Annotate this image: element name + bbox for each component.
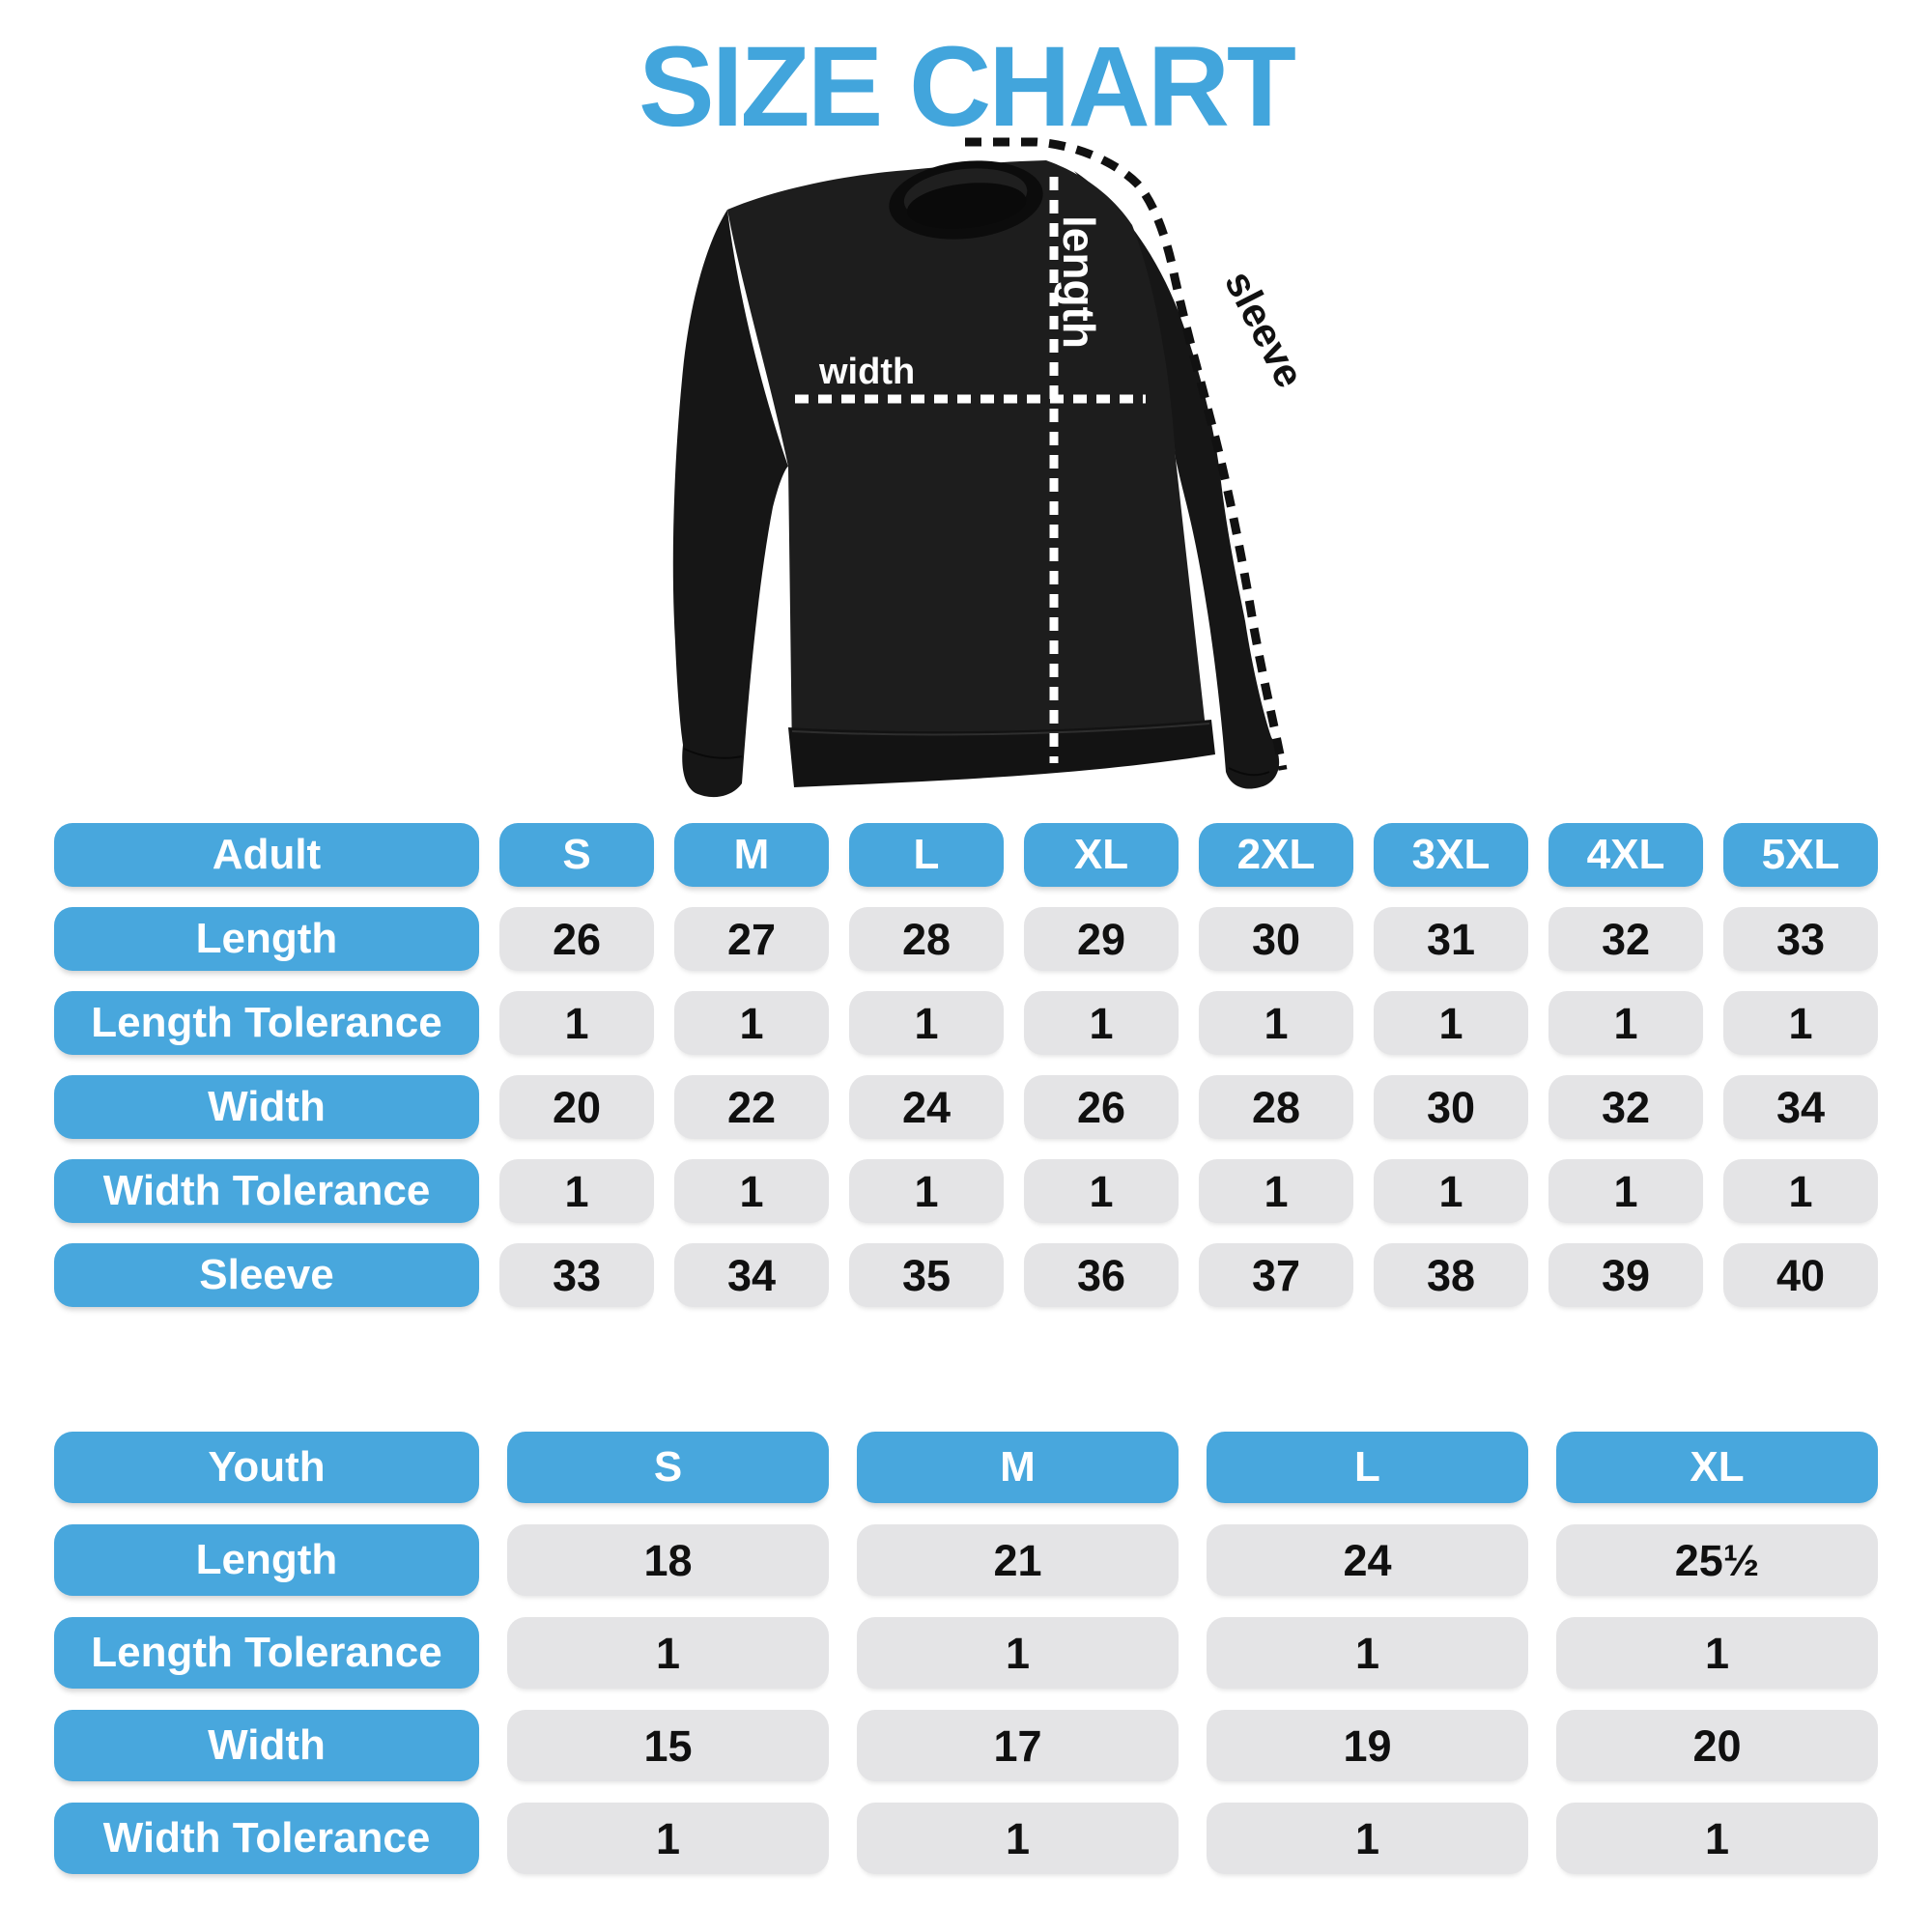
adult-size-header-5xl: 5XL bbox=[1723, 823, 1878, 887]
adult-value-cell: 1 bbox=[849, 1159, 1004, 1223]
adult-row-label: Width Tolerance bbox=[54, 1159, 479, 1223]
adult-value-cell: 1 bbox=[1024, 1159, 1179, 1223]
adult-value-cell: 30 bbox=[1199, 907, 1353, 971]
adult-table-title: Adult bbox=[54, 823, 479, 887]
youth-value-cell: 25½ bbox=[1556, 1524, 1878, 1596]
page-title: SIZE CHART bbox=[639, 23, 1293, 151]
youth-value-cell: 1 bbox=[857, 1617, 1179, 1689]
youth-row-label: Length Tolerance bbox=[54, 1617, 479, 1689]
adult-value-cell: 32 bbox=[1548, 907, 1703, 971]
adult-value-cell: 36 bbox=[1024, 1243, 1179, 1307]
youth-value-cell: 18 bbox=[507, 1524, 829, 1596]
adult-value-cell: 1 bbox=[1024, 991, 1179, 1055]
adult-value-cell: 1 bbox=[1199, 1159, 1353, 1223]
adult-value-cell: 38 bbox=[1374, 1243, 1528, 1307]
youth-value-cell: 19 bbox=[1207, 1710, 1528, 1781]
youth-size-header-l: L bbox=[1207, 1432, 1528, 1503]
youth-value-cell: 1 bbox=[507, 1617, 829, 1689]
youth-value-cell: 1 bbox=[857, 1803, 1179, 1874]
adult-value-cell: 26 bbox=[499, 907, 654, 971]
width-label: width bbox=[819, 352, 916, 392]
adult-value-cell: 31 bbox=[1374, 907, 1528, 971]
adult-size-header-4xl: 4XL bbox=[1548, 823, 1703, 887]
adult-value-cell: 30 bbox=[1374, 1075, 1528, 1139]
adult-size-header-m: M bbox=[674, 823, 829, 887]
youth-value-cell: 24 bbox=[1207, 1524, 1528, 1596]
adult-row-label: Sleeve bbox=[54, 1243, 479, 1307]
youth-value-cell: 21 bbox=[857, 1524, 1179, 1596]
adult-value-cell: 27 bbox=[674, 907, 829, 971]
adult-value-cell: 34 bbox=[1723, 1075, 1878, 1139]
youth-table-title: Youth bbox=[54, 1432, 479, 1503]
adult-value-cell: 1 bbox=[1374, 991, 1528, 1055]
youth-value-cell: 15 bbox=[507, 1710, 829, 1781]
adult-value-cell: 20 bbox=[499, 1075, 654, 1139]
adult-value-cell: 28 bbox=[1199, 1075, 1353, 1139]
adult-size-header-3xl: 3XL bbox=[1374, 823, 1528, 887]
adult-value-cell: 1 bbox=[849, 991, 1004, 1055]
adult-size-header-xl: XL bbox=[1024, 823, 1179, 887]
youth-size-header-xl: XL bbox=[1556, 1432, 1878, 1503]
adult-size-header-l: L bbox=[849, 823, 1004, 887]
sweatshirt-illustration bbox=[638, 130, 1333, 802]
youth-value-cell: 17 bbox=[857, 1710, 1179, 1781]
adult-value-cell: 40 bbox=[1723, 1243, 1878, 1307]
youth-row-label: Length bbox=[54, 1524, 479, 1596]
youth-value-cell: 1 bbox=[1207, 1803, 1528, 1874]
sweatshirt-body bbox=[727, 160, 1207, 758]
youth-value-cell: 1 bbox=[1556, 1617, 1878, 1689]
sweatshirt-figure bbox=[638, 130, 1333, 802]
adult-value-cell: 39 bbox=[1548, 1243, 1703, 1307]
adult-value-cell: 35 bbox=[849, 1243, 1004, 1307]
adult-value-cell: 1 bbox=[1723, 1159, 1878, 1223]
youth-row-label: Width Tolerance bbox=[54, 1803, 479, 1874]
adult-value-cell: 1 bbox=[1199, 991, 1353, 1055]
adult-size-table bbox=[54, 823, 1878, 1307]
sleeve-label: sleeve bbox=[1215, 263, 1314, 395]
adult-size-header-2xl: 2XL bbox=[1199, 823, 1353, 887]
adult-value-cell: 22 bbox=[674, 1075, 829, 1139]
youth-size-header-m: M bbox=[857, 1432, 1179, 1503]
adult-row-label: Width bbox=[54, 1075, 479, 1139]
youth-value-cell: 1 bbox=[1556, 1803, 1878, 1874]
adult-value-cell: 1 bbox=[499, 991, 654, 1055]
adult-value-cell: 28 bbox=[849, 907, 1004, 971]
adult-row-label: Length Tolerance bbox=[54, 991, 479, 1055]
adult-value-cell: 37 bbox=[1199, 1243, 1353, 1307]
adult-value-cell: 24 bbox=[849, 1075, 1004, 1139]
youth-size-header-s: S bbox=[507, 1432, 829, 1503]
adult-value-cell: 1 bbox=[499, 1159, 654, 1223]
length-label: length bbox=[1054, 215, 1104, 349]
adult-value-cell: 1 bbox=[1548, 991, 1703, 1055]
adult-value-cell: 26 bbox=[1024, 1075, 1179, 1139]
youth-row-label: Width bbox=[54, 1710, 479, 1781]
adult-size-header-s: S bbox=[499, 823, 654, 887]
youth-value-cell: 20 bbox=[1556, 1710, 1878, 1781]
adult-value-cell: 29 bbox=[1024, 907, 1179, 971]
adult-row-label: Length bbox=[54, 907, 479, 971]
youth-size-table bbox=[54, 1432, 1878, 1874]
adult-value-cell: 32 bbox=[1548, 1075, 1703, 1139]
adult-value-cell: 1 bbox=[674, 1159, 829, 1223]
adult-value-cell: 1 bbox=[1548, 1159, 1703, 1223]
adult-value-cell: 33 bbox=[499, 1243, 654, 1307]
adult-value-cell: 1 bbox=[1723, 991, 1878, 1055]
youth-value-cell: 1 bbox=[507, 1803, 829, 1874]
adult-value-cell: 34 bbox=[674, 1243, 829, 1307]
adult-value-cell: 1 bbox=[674, 991, 829, 1055]
youth-value-cell: 1 bbox=[1207, 1617, 1528, 1689]
adult-value-cell: 33 bbox=[1723, 907, 1878, 971]
adult-value-cell: 1 bbox=[1374, 1159, 1528, 1223]
